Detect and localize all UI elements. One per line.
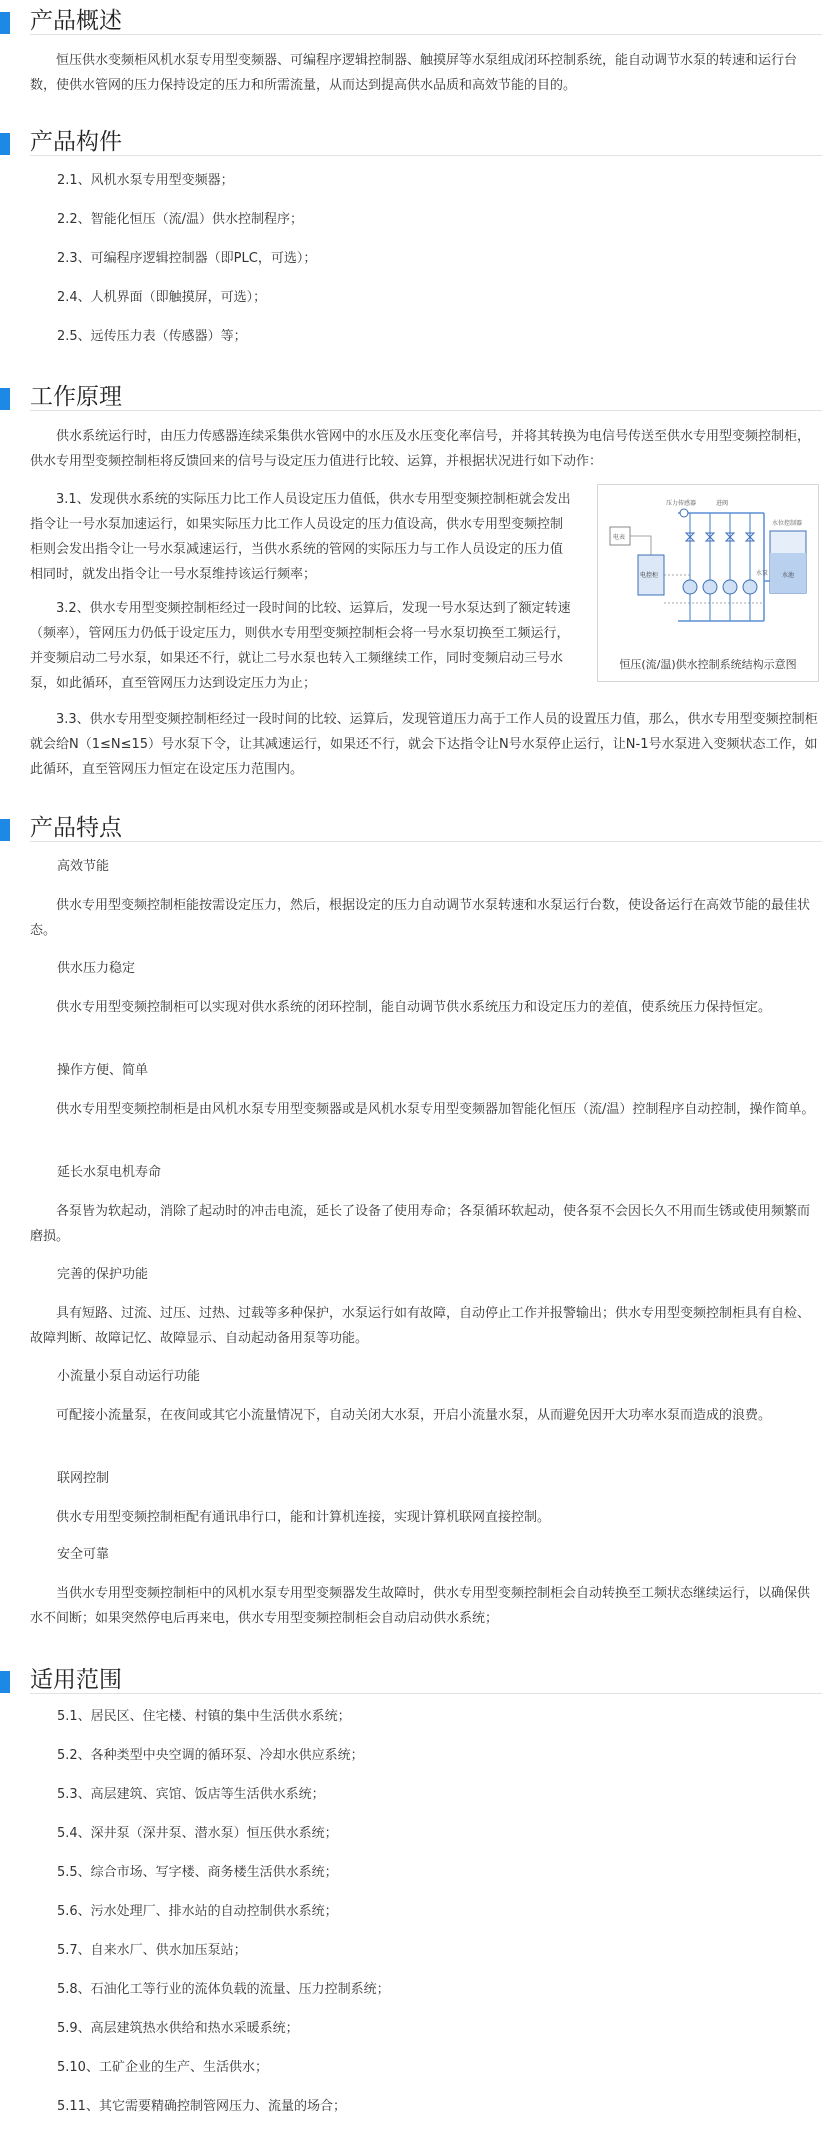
pump-icon	[723, 580, 737, 594]
label-level-controller: 水位控制器	[772, 520, 803, 527]
section-divider	[30, 841, 822, 842]
section-accent-bar	[0, 388, 10, 410]
section-title: 产品特点	[30, 815, 122, 841]
feature-heading: 高效节能	[57, 859, 110, 874]
feature-text: 当供水专用型变频控制柜中的风机水泵专用型变频器发生故障时，供水专用型变频控制柜会自动转换至工频状态继续运行，以确保供水不间断；如果突然停电后再来电，供水专用型变频控制柜会自动启动供水系统；	[30, 1586, 811, 1626]
principle-step-2: 3.2、供水专用型变频控制柜经过一段时间的比较、运算后，发现一号水泵达到了额定转速（频率），管网压力仍低于设定压力，则供水专用型变频控制柜会将一号水泵切换至工频运行，并变频启动二号水泵，如果还不行，就让二号水泵也转入工频继续工作，同时变频启动三号水泵，如此循环，直至管网压力达到设定压力为止；	[30, 601, 571, 691]
feature-heading: 安全可靠	[57, 1547, 110, 1562]
scope-item: 5.4、深井泵（深井泵、潜水泵）恒压供水系统；	[57, 1826, 338, 1841]
scope-item: 5.9、高层建筑热水供给和热水采暖系统；	[57, 2021, 299, 2036]
feature-text: 各泵皆为软起动，消除了起动时的冲击电流，延长了设备了使用寿命；各泵循环软起动，使各泵不会因长久不用而生锈或使用频繁而磨损。	[30, 1204, 811, 1244]
label-valve: 进阀	[716, 500, 729, 507]
scope-item: 5.8、石油化工等行业的流体负载的流量、压力控制系统；	[57, 1982, 390, 1997]
section-title: 适用范围	[30, 1667, 122, 1693]
feature-text: 供水专用型变频控制柜可以实现对供水系统的闭环控制，能自动调节供水系统压力和设定压力的差值，使系统压力保持恒定。	[56, 1000, 772, 1015]
section-scope	[0, 1665, 840, 1695]
label-tank: 水池	[782, 572, 795, 579]
feature-text: 具有短路、过流、过压、过热、过载等多种保护，水泵运行如有故障，自动停止工作并报警输出；供水专用型变频控制柜具有自检、故障判断、故障记忆、故障显示、自动起动备用泵等功能。	[30, 1306, 811, 1346]
section-header	[0, 813, 840, 843]
feature-heading: 完善的保护功能	[57, 1267, 149, 1282]
principle-step-3: 3.3、供水专用型变频控制柜经过一段时间的比较、运算后，发现管道压力高于工作人员的设置压力值，那么，供水专用型变频控制柜就会给N（1≤N≤15）号水泵下令，让其减速运行，如果还不行，就会下达指令让N号水泵停止运行，让N-1号水泵进入变频状态工作，如此循环，直至管网压力恒定在设定压力范围内。	[30, 712, 818, 777]
section-title: 工作原理	[30, 384, 122, 410]
section-accent-bar	[0, 12, 10, 34]
pump-icon	[683, 580, 697, 594]
system-diagram-figure	[597, 484, 819, 682]
scope-item: 5.3、高层建筑、宾馆、饭店等生活供水系统；	[57, 1787, 325, 1802]
section-header	[0, 382, 840, 412]
component-item: 2.4、人机界面（即触摸屏，可选）；	[57, 290, 267, 305]
label-sensor: 压力传感器	[666, 500, 697, 507]
component-item: 2.5、远传压力表（传感器）等；	[57, 329, 247, 344]
section-principle	[0, 382, 840, 412]
label-cabinet: 电控柜	[640, 572, 659, 579]
section-overview	[0, 6, 840, 36]
section-features	[0, 813, 840, 843]
overview-text: 恒压供水变频柜风机水泵专用型变频器、可编程序逻辑控制器、触摸屏等水泵组成闭环控制系统，能自动调节水泵的转速和运行台数，使供水管网的压力保持设定的压力和所需流量，从而达到提高供水品质和高效节能的目的。	[30, 53, 798, 93]
section-divider	[30, 34, 822, 35]
feature-heading: 延长水泵电机寿命	[57, 1165, 162, 1180]
feature-text: 可配接小流量泵，在夜间或其它小流量情况下，自动关闭大水泵，开启小流量水泵，从而避免因开大功率水泵而造成的浪费。	[56, 1408, 772, 1423]
pump-icon	[703, 580, 717, 594]
section-divider	[30, 410, 822, 411]
section-divider	[30, 1693, 822, 1694]
pressure-gauge-icon	[680, 509, 688, 517]
scope-item: 5.11、其它需要精确控制管网压力、流量的场合；	[57, 2099, 346, 2114]
scope-item: 5.2、各种类型中央空调的循环泵、冷却水供应系统；	[57, 1748, 364, 1763]
section-components	[0, 127, 840, 157]
section-title: 产品构件	[30, 129, 122, 155]
feature-text: 供水专用型变频控制柜能按需设定压力，然后，根据设定的压力自动调节水泵转速和水泵运行台数，使设备运行在高效节能的最佳状态。	[30, 898, 811, 938]
section-header	[0, 127, 840, 157]
wire	[630, 536, 651, 555]
feature-heading: 操作方便、简单	[57, 1063, 149, 1078]
component-item: 2.1、风机水泵专用型变频器；	[57, 173, 234, 188]
label-pump: 水泵	[756, 570, 769, 577]
principle-intro: 供水系统运行时，由压力传感器连续采集供水管网中的水压及水压变化率信号，并将其转换为电信号传送至供水专用型变频控制柜，供水专用型变频控制柜将反馈回来的信号与设定压力值进行比较、运算，并根据状况进行如下动作：	[30, 429, 811, 469]
section-header	[0, 1665, 840, 1695]
section-accent-bar	[0, 133, 10, 155]
scope-item: 5.10、工矿企业的生产、生活供水；	[57, 2060, 268, 2075]
feature-text: 供水专用型变频控制柜配有通讯串行口，能和计算机连接，实现计算机联网直接控制。	[56, 1510, 551, 1525]
section-accent-bar	[0, 819, 10, 841]
label-meter: 电表	[613, 534, 626, 541]
section-accent-bar	[0, 1671, 10, 1693]
scope-item: 5.1、居民区、住宅楼、村镇的集中生活供水系统；	[57, 1709, 351, 1724]
component-item: 2.3、可编程序逻辑控制器（即PLC，可选）；	[57, 251, 317, 266]
system-diagram	[606, 491, 812, 651]
feature-heading: 小流量小泵自动运行功能	[57, 1369, 201, 1384]
section-divider	[30, 155, 822, 156]
component-item: 2.2、智能化恒压（流/温）供水控制程序；	[57, 212, 304, 227]
scope-item: 5.7、自来水厂、供水加压泵站；	[57, 1943, 247, 1958]
pump-icon	[743, 580, 757, 594]
scope-item: 5.6、污水处理厂、排水站的自动控制供水系统；	[57, 1904, 338, 1919]
feature-heading: 联网控制	[57, 1471, 110, 1486]
feature-text: 供水专用型变频控制柜是由风机水泵专用型变频器或是风机水泵专用型变频器加智能化恒压（流/温）控制程序自动控制，操作简单。	[56, 1102, 815, 1117]
section-header	[0, 6, 840, 36]
principle-step-1: 3.1、发现供水系统的实际压力比工作人员设定压力值低，供水专用型变频控制柜就会发出指令让一号水泵加速运行，如果实际压力比工作人员设定的压力值设高，供水专用型变频控制柜则会发出指令让一号水泵减速运行，当供水系统的管网的实际压力与工作人员设定的压力值相同时，就发出指令让一号水泵维持该运行频率；	[30, 492, 571, 582]
section-title: 产品概述	[30, 8, 122, 34]
figure-caption: 恒压(流/温)供水控制系统结构示意图	[619, 658, 797, 671]
feature-heading: 供水压力稳定	[57, 961, 136, 976]
scope-item: 5.5、综合市场、写字楼、商务楼生活供水系统；	[57, 1865, 338, 1880]
